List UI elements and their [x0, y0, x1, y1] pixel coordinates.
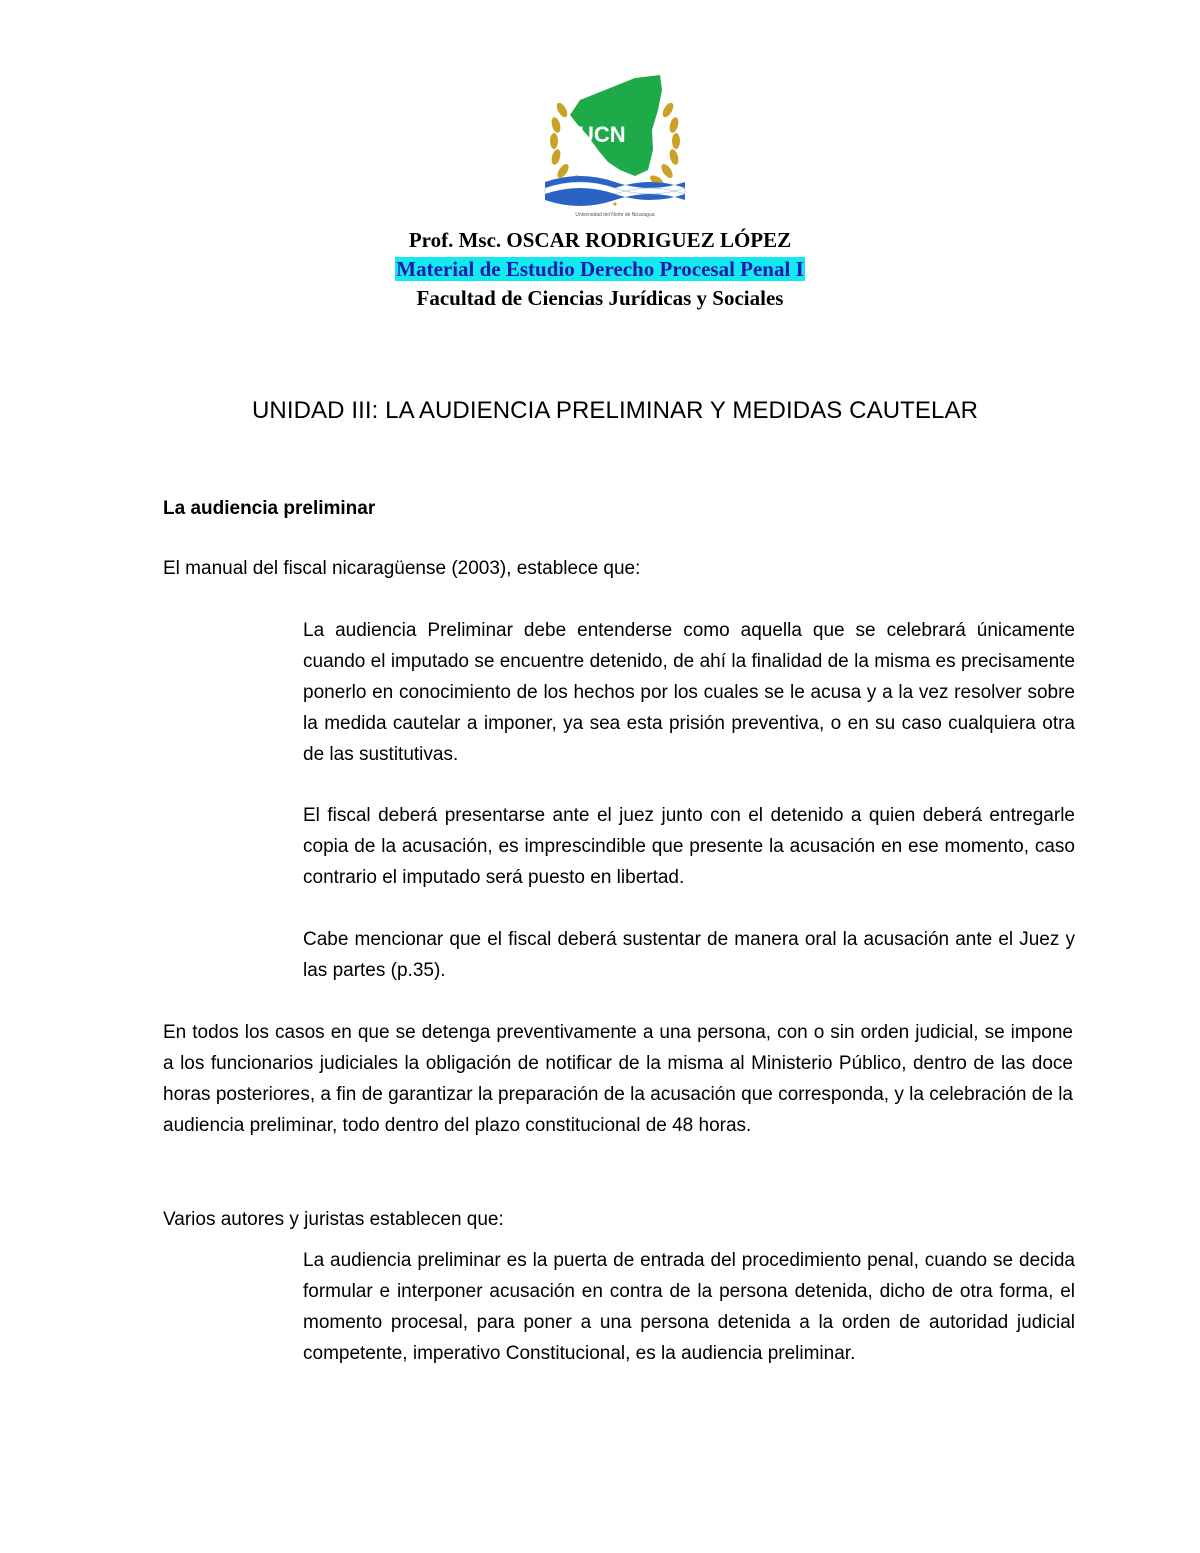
logo-motto: Universidad del Norte de Nicaragua: [575, 212, 655, 218]
main-paragraph: [163, 1017, 1073, 1141]
quote-block-2: [303, 1245, 1075, 1369]
professor-name: Prof. Msc. OSCAR RODRIGUEZ LÓPEZ: [408, 228, 792, 252]
document-header: [0, 226, 1200, 313]
logo-text: UCN: [578, 122, 626, 147]
quote-block-1c: [303, 924, 1075, 986]
quote-1-paragraph-2: El fiscal deberá presentarse ante el juez junto con el detenido a quien deberá entregarle copia de la acusación, es imprescindible que presente la acusación en ese momento, caso contrario el imputado será puesto en libertad.: [303, 805, 1075, 888]
faculty-name: Facultad de Ciencias Jurídicas y Sociales: [416, 286, 784, 310]
intro-text: El manual del fiscal nicaragüense (2003), establece que:: [163, 558, 641, 579]
quote-2-text: La audiencia preliminar es la puerta de entrada del procedimiento penal, cuando se decida formular e interponer acusación en contra de la persona detenida, dicho de otra forma, el momento procesal, para poner a una persona detenida a la orden de autoridad judicial competente, imperativo Constitucional, es la audiencia preliminar.: [303, 1250, 1075, 1364]
section-heading: La audiencia preliminar: [163, 498, 376, 519]
quote-1-paragraph-1: La audiencia Preliminar debe entenderse como aquella que se celebrará únicamente cuando el imputado se encuentre detenido, de ahí la finalidad de la misma es precisamente ponerlo en conocimiento de los hechos por los cuales se le acusa y a la vez resolver sobre la medida cautelar a imponer, ya sea esta prisión preventiva, o en su caso cualquiera otra de las sustitutivas.: [303, 620, 1075, 765]
course-material: Material de Estudio Derecho Procesal Penal I: [396, 257, 804, 281]
quote-block-1b: [303, 800, 1075, 893]
unit-title: UNIDAD III: LA AUDIENCIA PRELIMINAR Y MEDIDAS CAUTELAR: [251, 397, 979, 424]
ucn-logo: [540, 70, 690, 220]
quote-block-1: [303, 615, 1075, 770]
quote-1-paragraph-3: Cabe mencionar que el fiscal deberá sustentar de manera oral la acusación ante el Juez y las partes (p.35).: [303, 929, 1075, 981]
authors-intro: Varios autores y juristas establecen que:: [163, 1209, 504, 1230]
main-paragraph-text: En todos los casos en que se detenga preventivamente a una persona, con o sin orden judicial, se impone a los funcionarios judiciales la obligación de notificar de la misma al Ministerio Público, dentro de las doce horas posteriores, a fin de garantizar la preparación de la acusación que corresponda, y la celebración de la audiencia preliminar, todo dentro del plazo constitucional de 48 horas.: [163, 1022, 1073, 1136]
